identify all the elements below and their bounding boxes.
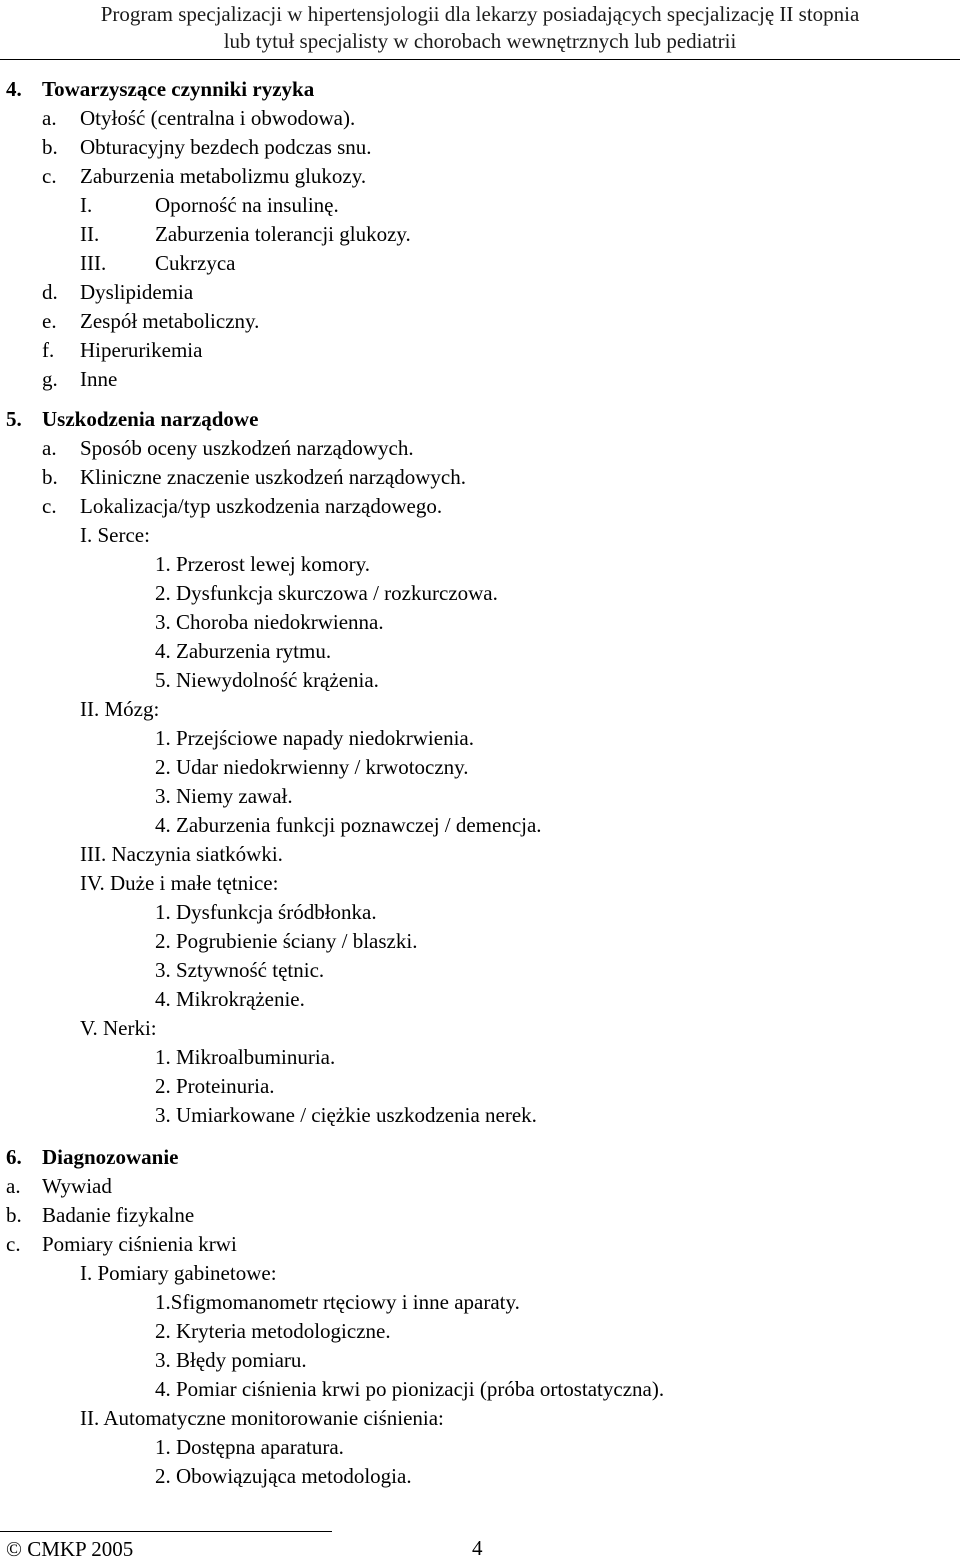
item-text: 3. Niemy zawał. [155,784,293,808]
item-marker: 4. [6,77,22,101]
page-header [0,0,960,60]
item-text: Hiperurikemia [80,338,203,362]
item-text: 4. Mikrokrążenie. [155,987,305,1011]
item-marker: c. [6,1232,21,1256]
item-text: 4. Zaburzenia funkcji poznawczej / demencja. [155,813,542,837]
item-text: 2. Kryteria metodologiczne. [155,1319,391,1343]
item-text: 2. Pogrubienie ściany / blaszki. [155,929,418,953]
item-text: 4. Pomiar ciśnienia krwi po pionizacji (próba ortostatyczna). [155,1377,665,1401]
item-text: Sposób oceny uszkodzeń narządowych. [80,436,414,460]
footer-divider [0,1531,332,1532]
item-text: 1. Dostępna aparatura. [155,1435,344,1459]
item-text: 2. Udar niedokrwienny / krwotoczny. [155,755,469,779]
item-marker: c. [42,164,57,188]
item-text: 4. Zaburzenia rytmu. [155,639,332,663]
header-title-line-1: Program specjalizacji w hipertensjologii dla lekarzy posiadających specjalizację II stopnia [100,2,860,26]
item-marker: a. [42,436,57,460]
item-marker: a. [42,106,57,130]
footer-copyright: © CMKP 2005 [6,1537,134,1561]
item-text: Badanie fizykalne [42,1203,195,1227]
item-marker: I. [80,193,93,217]
item-text: 2. Proteinuria. [155,1074,275,1098]
item-text: Diagnozowanie [42,1145,179,1169]
item-marker: b. [42,135,58,159]
item-text: I. Serce: [80,523,150,547]
item-text: II. Mózg: [80,697,160,721]
item-text: Kliniczne znaczenie uszkodzeń narządowych. [80,465,466,489]
item-marker: 5. [6,407,22,431]
item-marker: c. [42,494,57,518]
item-text: 3. Sztywność tętnic. [155,958,325,982]
item-marker: b. [42,465,58,489]
item-text: II. Automatyczne monitorowanie ciśnienia: [80,1406,444,1430]
item-text: Oporność na insulinę. [155,193,339,217]
item-text: I. Pomiary gabinetowe: [80,1261,277,1285]
item-marker: f. [42,338,55,362]
header-divider [0,59,960,60]
item-text: Pomiary ciśnienia krwi [42,1232,237,1256]
item-marker: a. [6,1174,21,1198]
item-marker: d. [42,280,58,304]
item-text: Uszkodzenia narządowe [42,407,259,431]
item-text: V. Nerki: [80,1016,157,1040]
item-marker: II. [80,222,100,246]
item-text: IV. Duże i małe tętnice: [80,871,279,895]
item-text: Zaburzenia metabolizmu glukozy. [80,164,367,188]
item-text: 3. Umiarkowane / ciężkie uszkodzenia nerek. [155,1103,537,1127]
item-text: Zespół metaboliczny. [80,309,260,333]
item-text: Wywiad [42,1174,112,1198]
item-text: 1. Dysfunkcja śródbłonka. [155,900,377,924]
item-text: Towarzyszące czynniki ryzyka [42,77,315,101]
item-text: Cukrzyca [155,251,236,275]
item-marker: g. [42,367,58,391]
item-text: Inne [80,367,118,391]
item-marker: e. [42,309,57,333]
item-text: 1. Przejściowe napady niedokrwienia. [155,726,474,750]
page-number: 4 [472,1536,483,1560]
item-text: Otyłość (centralna i obwodowa). [80,106,356,130]
item-marker: III. [80,251,107,275]
item-text: III. Naczynia siatkówki. [80,842,283,866]
item-marker: b. [6,1203,22,1227]
item-marker: 6. [6,1145,22,1169]
item-text: 1.Sfigmomanometr rtęciowy i inne aparaty. [155,1290,520,1314]
item-text: Dyslipidemia [80,280,194,304]
item-text: 1. Mikroalbuminuria. [155,1045,336,1069]
item-text: 1. Przerost lewej komory. [155,552,371,576]
item-text: 5. Niewydolność krążenia. [155,668,379,692]
item-text: 3. Choroba niedokrwienna. [155,610,384,634]
item-text: Zaburzenia tolerancji glukozy. [155,222,411,246]
item-text: 3. Błędy pomiaru. [155,1348,307,1372]
header-title-line-2: lub tytuł specjalisty w chorobach wewnętrznych lub pediatrii [223,29,737,53]
item-text: 2. Obowiązująca metodologia. [155,1464,412,1488]
item-text: Obturacyjny bezdech podczas snu. [80,135,372,159]
item-text: Lokalizacja/typ uszkodzenia narządowego. [80,494,443,518]
item-text: 2. Dysfunkcja skurczowa / rozkurczowa. [155,581,498,605]
